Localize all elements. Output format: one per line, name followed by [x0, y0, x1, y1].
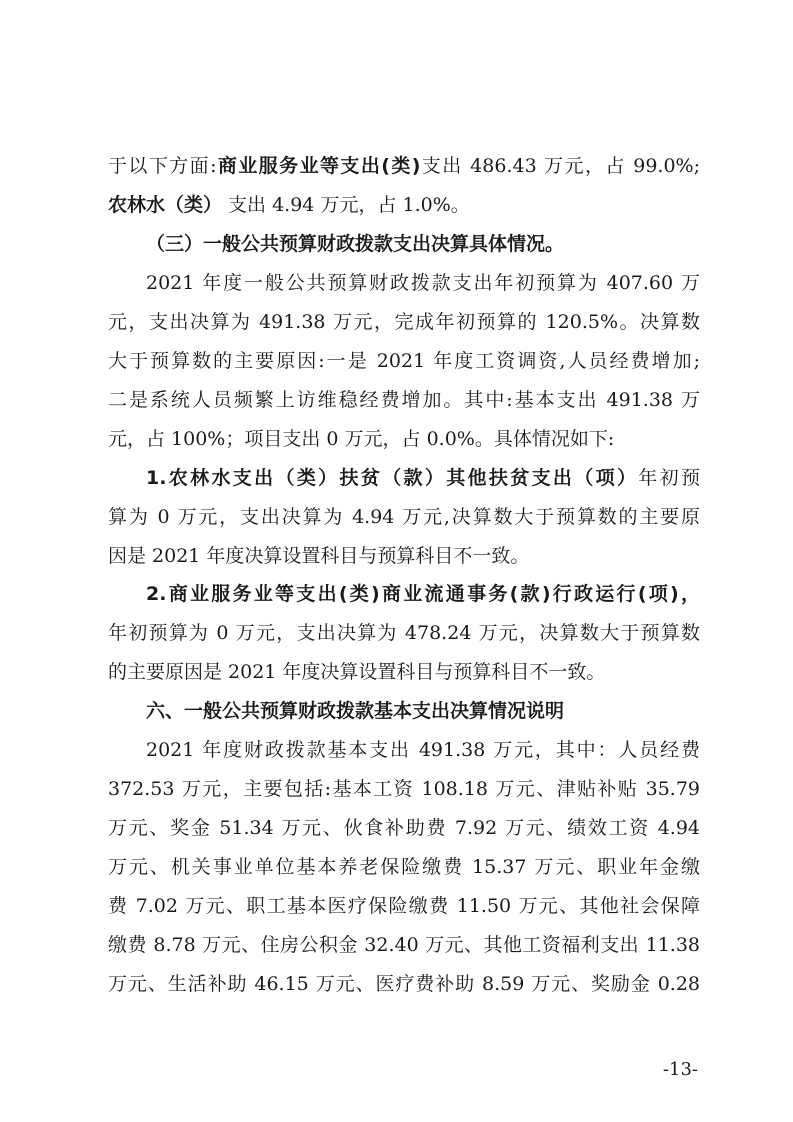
text-line — [108, 813, 700, 843]
text: 费 7.02 万元、职工基本医疗保险缴费 11.50 万元、其他社会保障 — [108, 895, 700, 918]
text: 年初预 — [638, 466, 700, 489]
text-line — [108, 346, 700, 376]
text-line — [108, 774, 700, 804]
text: 372.53 万元，主要包括:基本工资 108.18 万元、津贴补贴 35.79 — [108, 778, 700, 801]
text-line — [108, 268, 700, 298]
text: 支出 4.94 万元，占 1.0%。 — [222, 193, 470, 216]
text-line — [108, 735, 700, 765]
bold-text: 六、一般公共预算财政拨款基本支出决算情况说明 — [146, 700, 565, 723]
text-line — [108, 541, 700, 571]
text: 于以下方面: — [108, 155, 217, 177]
text: 年初预算为 0 万元，支出决算为 478.24 万元，决算数大于预算数 — [108, 622, 700, 645]
text-line — [108, 657, 700, 687]
text-line — [108, 930, 700, 960]
text-line — [108, 229, 700, 259]
text-line — [108, 852, 700, 882]
text: 2021 年度一般公共预算财政拨款支出年初预算为 407.60 万 — [146, 271, 700, 294]
bold-text: 商业服务业等支出(类) — [216, 155, 421, 177]
text-line — [108, 696, 700, 726]
bold-text: （三）一般公共预算财政拨款支出决算具体情况。 — [146, 232, 565, 255]
text-line — [108, 385, 700, 415]
text: 万元、机关事业单位基本养老保险缴费 15.37 万元、职业年金缴 — [108, 856, 700, 879]
text: 算为 0 万元，支出决算为 4.94 万元,决算数大于预算数的主要原 — [108, 505, 700, 528]
text-line — [108, 618, 700, 648]
page-number: -13- — [662, 1059, 698, 1080]
bold-text: 1.农林水支出（类）扶贫（款）其他扶贫支出（项） — [146, 466, 639, 489]
text-line — [108, 891, 700, 921]
text: 缴费 8.78 万元、住房公积金 32.40 万元、其他工资福利支出 11.38 — [108, 934, 700, 956]
text: 大于预算数的主要原因:一是 2021 年度工资调资,人员经费增加; — [108, 349, 700, 372]
text: 元，支出决算为 491.38 万元，完成年初预算的 120.5%。决算数 — [108, 310, 700, 333]
text-line — [108, 579, 700, 609]
bold-text: 2.商业服务业等支出(类)商业流通事务(款)行政运行(项)， — [146, 583, 700, 606]
text-line — [108, 307, 700, 337]
text-line — [108, 969, 700, 999]
text-line — [108, 502, 700, 532]
text: 元，占 100%；项目支出 0 万元，占 0.0%。具体情况如下: — [108, 427, 615, 450]
text-line — [108, 424, 700, 454]
text-line — [108, 463, 700, 493]
text-line — [108, 190, 700, 220]
text-line — [108, 151, 700, 181]
text: 2021 年度财政拨款基本支出 491.38 万元，其中：人员经费 — [146, 739, 700, 762]
text: 万元、奖金 51.34 万元、伙食补助费 7.92 万元、绩效工资 4.94 — [108, 817, 700, 840]
text: 因是 2021 年度决算设置科目与预算科目不一致。 — [108, 544, 530, 567]
bold-text: 农林水（类） — [108, 193, 223, 216]
text: 万元、生活补助 46.15 万元、医疗费补助 8.59 万元、奖励金 0.28 — [108, 972, 700, 995]
text: 的主要原因是 2021 年度决算设置科目与预算科目不一致。 — [108, 661, 606, 684]
text: 支出 486.43 万元，占 99.0%; — [420, 155, 700, 177]
text: 二是系统人员频繁上访维稳经费增加。其中:基本支出 491.38 万 — [108, 388, 700, 411]
